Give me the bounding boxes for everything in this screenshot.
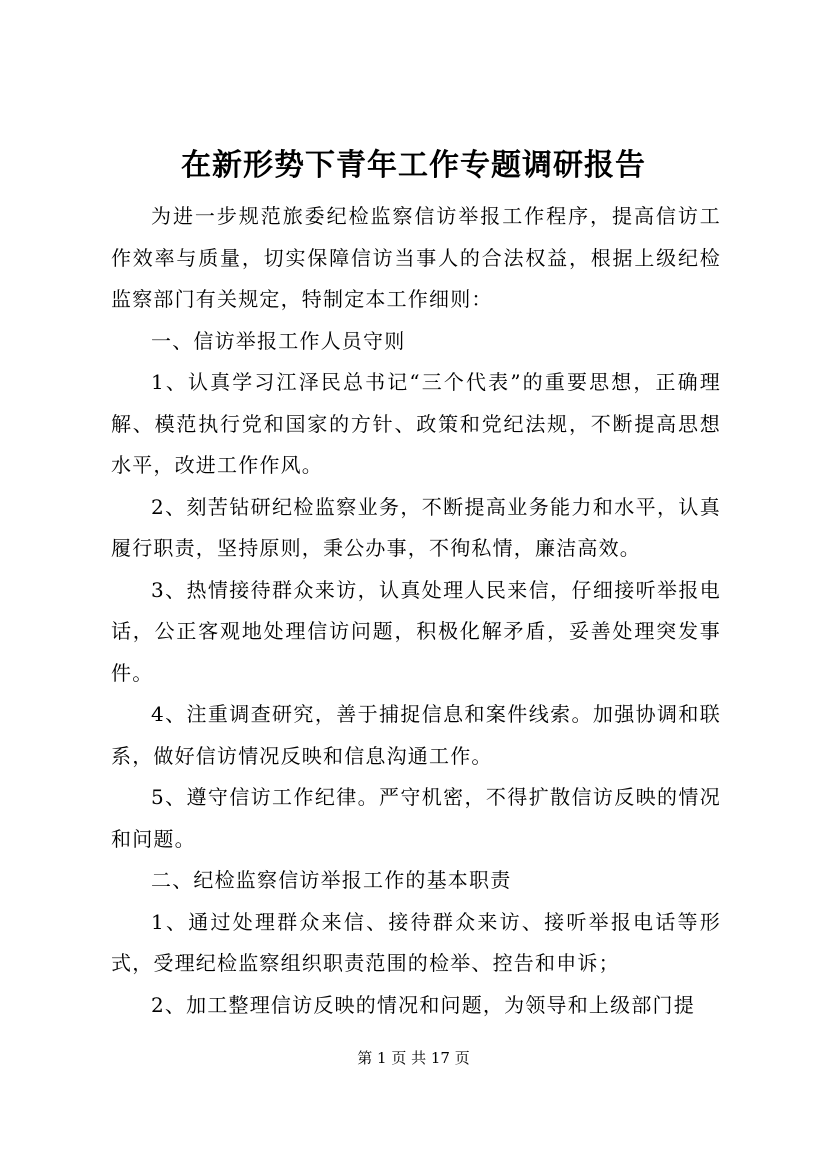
page-number-footer: 第 1 页 共 17 页 <box>357 1049 470 1067</box>
section-heading-1: 一、信访举报工作人员守则 <box>151 328 406 353</box>
paragraph-item: 2、加工整理信访反映的情况和问题，为领导和上级部门提 <box>151 992 695 1017</box>
document-body <box>111 196 721 1026</box>
paragraph-item: 4、注重调查研究，善于捕捉信息和案件线索。加强协调和联系，做好信访情况反映和信息沟通工作。 <box>111 702 721 768</box>
section-heading-2: 二、纪检监察信访举报工作的基本职责 <box>151 868 512 892</box>
paragraph-intro: 为进一步规范旅委纪检监察信访举报工作程序，提高信访工作效率与质量，切实保障信访当事人的合法权益，根据上级纪检监察部门有关规定，特制定本工作细则： <box>111 204 721 311</box>
paragraph-item: 1、通过处理群众来信、接待群众来访、接听举报电话等形式，受理纪检监察组织职责范围的检举、控告和申诉； <box>111 909 721 975</box>
paragraph-item: 2、刻苦钻研纪检监察业务，不断提高业务能力和水平，认真履行职责，坚持原则，秉公办事，不徇私情，廉洁高效。 <box>111 494 721 560</box>
document-title: 在新形势下青年工作专题调研报告 <box>181 148 646 183</box>
paragraph-item: 3、热情接待群众来访，认真处理人民来信，仔细接听举报电话，公正客观地处理信访问题，积极化解矛盾，妥善处理突发事件。 <box>111 577 721 685</box>
paragraph-item: 5、遵守信访工作纪律。严守机密，不得扩散信访反映的情况和问题。 <box>111 785 721 851</box>
paragraph-item: 1、认真学习江泽民总书记“三个代表”的重要思想，正确理解、模范执行党和国家的方针、政策和党纪法规，不断提高思想水平，改进工作作风。 <box>111 370 721 477</box>
